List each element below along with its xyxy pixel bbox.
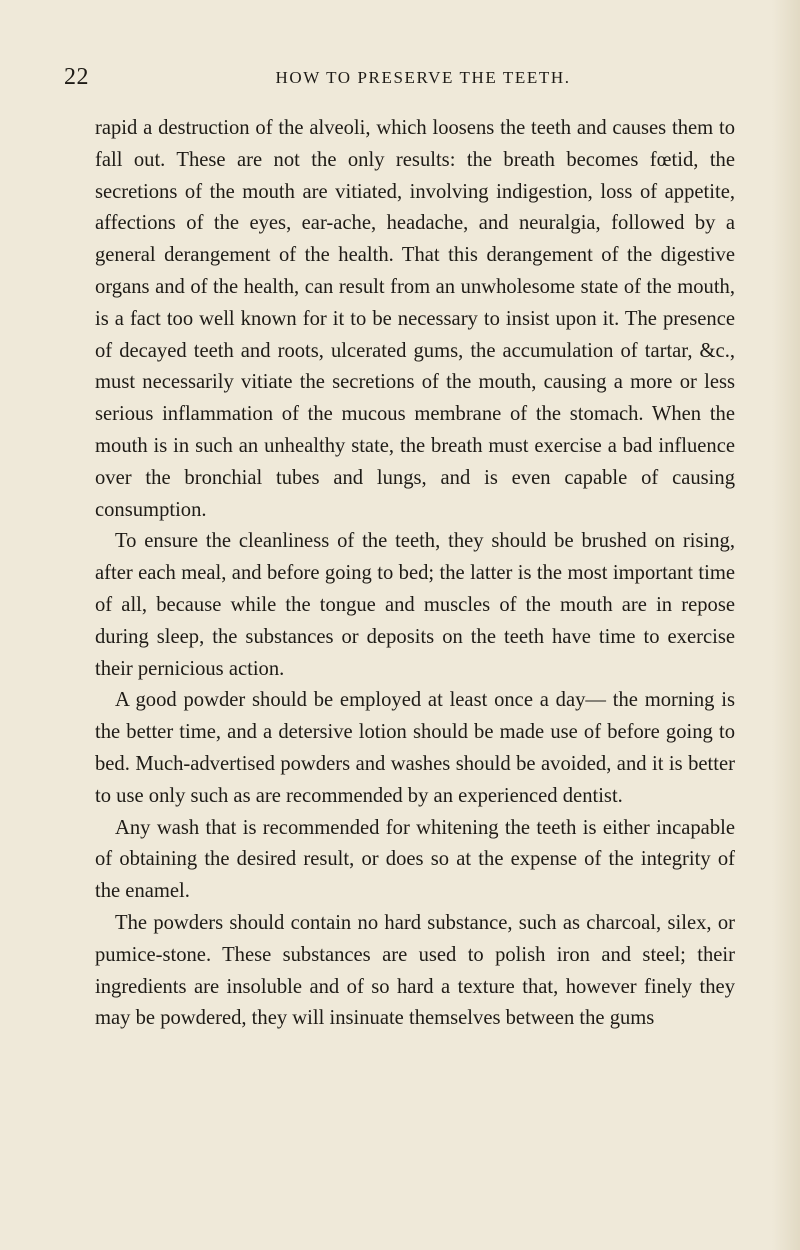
paragraph-powder: A good powder should be employed at least once a day— the morning is the better time, and a detersive lotion should be made use of before going to bed. Much-advertised powders and washes should be avoided, and it is better to use only such as are recommended by an experienced dentist. bbox=[95, 689, 735, 807]
paragraph-continuation: rapid a destruction of the alveoli, which loosens the teeth and causes them to fall out. These are not the only results: the breath becomes fœtid, the secretions of the mouth are vitiated, involving indigestion, loss of appetite, affections of the eyes, ear-ache, headache, and neuralgia, followed by a general derangement of the health. That this derangement of the digestive organs and of the health, can result from an unwholesome state of the mouth, is a fact too well known for it to be necessary to insist upon it. The presence of decayed teeth and roots, ulcerated gums, the accumulation of tartar, &c., must necessarily vitiate the secretions of the mouth, causing a more or less serious inflammation of the mucous membrane of the stomach. When the mouth is in such an unhealthy state, the breath must exercise a bad influence over the bronchial tubes and lungs, and is even capable of causing consumption. bbox=[95, 117, 735, 521]
running-header bbox=[0, 64, 800, 94]
paragraph-hard-substances: The powders should contain no hard substance, such as charcoal, silex, or pumice-stone. These substances are used to polish iron and steel; their ingredients are insoluble and of so hard a texture that, however finely they may be powdered, they will insinuate themselves between the gums bbox=[95, 911, 735, 1030]
paragraph-cleanliness: To ensure the cleanliness of the teeth, they should be brushed on rising, after each meal, and before going to bed; the latter is the most important time of all, because while the tongue and muscles of the mouth are in repose during sleep, the substances or deposits on the teeth have time to exercise their pernicious action. bbox=[95, 530, 735, 680]
body-text bbox=[95, 113, 735, 1035]
page-number: 22 bbox=[64, 64, 89, 90]
page-edge-shadow bbox=[772, 0, 800, 1250]
paragraph-whitening-wash: Any wash that is recommended for whitening the teeth is either incapable of obtaining the desired result, or does so at the expense of the integrity of the enamel. bbox=[95, 816, 735, 903]
running-title: HOW TO PRESERVE THE TEETH. bbox=[275, 68, 571, 87]
